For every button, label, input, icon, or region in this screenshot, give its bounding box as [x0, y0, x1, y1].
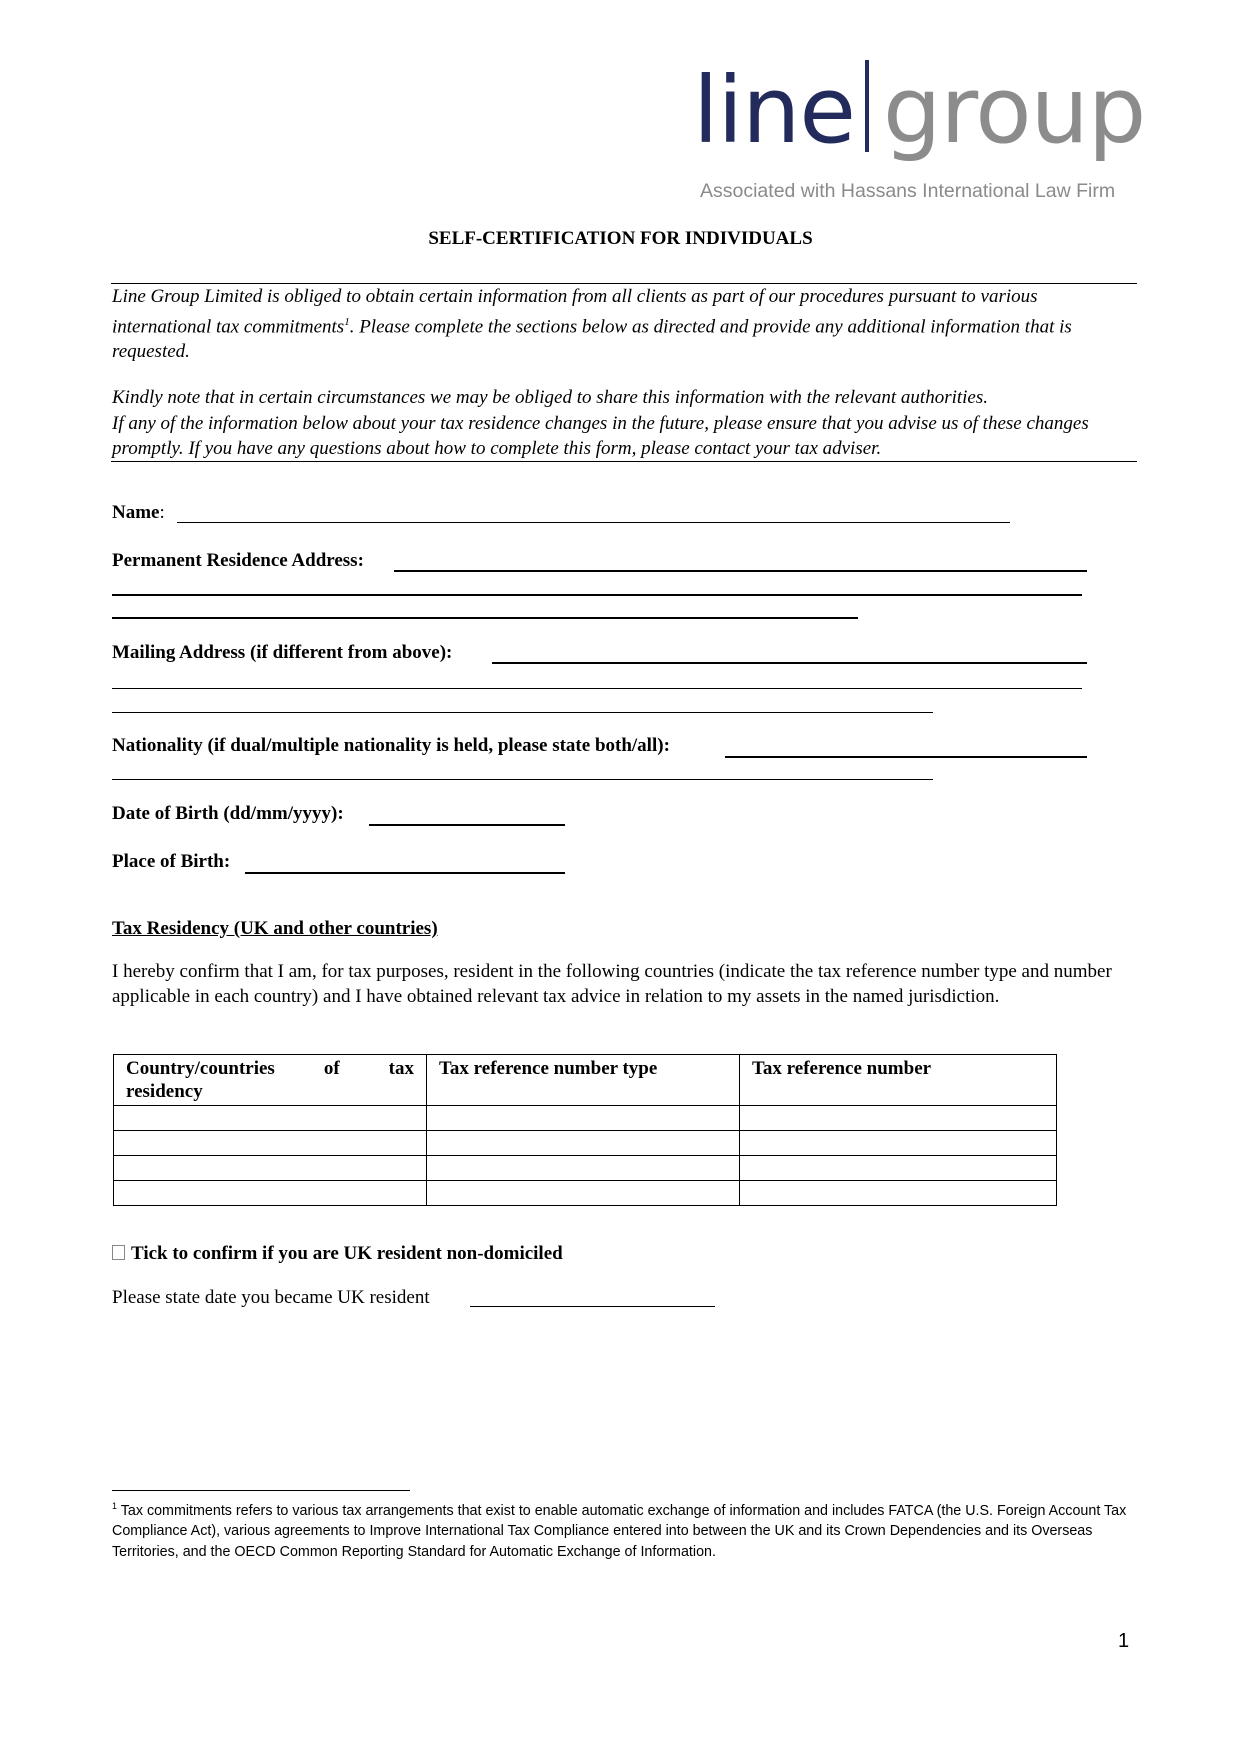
name-label — [112, 502, 165, 524]
cell-ref-number[interactable] — [740, 1106, 1057, 1131]
uk-resident-date-field[interactable] — [470, 1306, 715, 1307]
header-ref-type: Tax reference number type — [427, 1055, 740, 1106]
cell-country[interactable] — [114, 1106, 427, 1131]
mailing-address-label: Mailing Address (if different from above): — [112, 642, 453, 663]
intro-text-1b: . Please complete the sections below as directed and provide any additional information that is requested. — [112, 315, 1072, 363]
page-number: 1 — [1118, 1630, 1130, 1652]
tax-residency-table — [113, 1054, 1057, 1206]
logo-wordmark — [693, 57, 1146, 164]
intro-text-2b: If any of the information below about your tax residence changes in the future, please ensure that you advise us of these changes promptly. If you have any questions about how to complete this form, please contact your tax adviser. — [112, 412, 1089, 459]
cell-ref-type[interactable] — [427, 1181, 740, 1206]
logo-line-text: line — [693, 57, 856, 164]
name-field[interactable] — [177, 522, 1010, 523]
cell-ref-number[interactable] — [740, 1131, 1057, 1156]
name-label-text: Name — [112, 502, 160, 523]
cell-ref-type[interactable] — [427, 1131, 740, 1156]
footnote-separator — [112, 1490, 410, 1491]
pob-field[interactable] — [245, 872, 565, 874]
cell-ref-number[interactable] — [740, 1181, 1057, 1206]
uk-resident-date-label: Please state date you became UK resident — [112, 1287, 430, 1308]
header-country-line-2: residency — [126, 1081, 203, 1102]
cell-ref-number[interactable] — [740, 1156, 1057, 1181]
footnote-text: Tax commitments refers to various tax arrangements that exist to enable automatic exchange of information and includes FATCA (the U.S. Foreign Account Tax Compliance Act), various agreements to Improve International Tax Compliance entered into between the UK and its Crown Dependencies and its Overseas Territories, and the OECD Common Reporting Standard for Automatic Exchange of Information. — [112, 1502, 1127, 1560]
intro-paragraph-1 — [112, 284, 1137, 365]
pob-label: Place of Birth: — [112, 851, 231, 872]
header-country-word-3: tax — [388, 1058, 414, 1079]
footnote-reference[interactable]: 1 — [344, 315, 350, 328]
footnote-marker: 1 — [112, 1501, 118, 1511]
logo-tagline: Associated with Hassans International Law Firm — [700, 180, 1116, 202]
document-title: SELF-CERTIFICATION FOR INDIVIDUALS — [428, 228, 813, 249]
nationality-field-line-1[interactable] — [725, 756, 1087, 758]
footnote — [112, 1496, 1142, 1562]
logo-divider-bar — [865, 60, 869, 152]
header-country-word-2: of — [323, 1058, 340, 1079]
name-label-colon: : — [159, 502, 165, 523]
intro-text-2a: Kindly note that in certain circumstances we may be obliged to share this information with the relevant authorities. — [112, 387, 989, 408]
dob-field[interactable] — [369, 824, 565, 826]
header-country — [114, 1055, 427, 1106]
logo-group-text: group — [883, 57, 1146, 164]
header-ref-number: Tax reference number — [740, 1055, 1057, 1106]
cell-ref-type[interactable] — [427, 1106, 740, 1131]
company-logo — [693, 57, 1146, 210]
non-dom-checkbox[interactable] — [112, 1245, 125, 1260]
intro-text-1a: Line Group Limited is obliged to obtain certain information from all clients as part of our procedures pursuant to various international tax commitments — [112, 286, 1038, 337]
mailing-address-field-line-1[interactable] — [492, 662, 1087, 664]
table-row — [114, 1106, 1057, 1131]
permanent-address-field-line-1[interactable] — [394, 570, 1087, 572]
permanent-address-label: Permanent Residence Address: — [112, 550, 364, 571]
nationality-label: Nationality (if dual/multiple nationality is held, please state both/all): — [112, 735, 670, 756]
cell-country[interactable] — [114, 1156, 427, 1181]
permanent-address-field-line-2[interactable] — [112, 594, 1082, 596]
nationality-field-line-2[interactable] — [112, 779, 933, 780]
tax-residency-statement: I hereby confirm that I am, for tax purposes, resident in the following countries (indicate the tax reference number type and number applicable in each country) and I have obtained relevant tax advice in relation to my assets in the named jurisdiction. — [112, 961, 1112, 1007]
table-row — [114, 1131, 1057, 1156]
non-dom-confirm — [112, 1243, 563, 1265]
intro-paragraph-2 — [112, 385, 1137, 462]
table-row — [114, 1156, 1057, 1181]
tax-residency-heading: Tax Residency (UK and other countries) — [112, 918, 438, 939]
cell-country[interactable] — [114, 1181, 427, 1206]
intro-bottom-rule — [111, 461, 1137, 462]
mailing-address-field-line-2[interactable] — [112, 688, 1082, 689]
dob-label: Date of Birth (dd/mm/yyyy): — [112, 803, 344, 824]
header-country-word-1: Country/countries — [126, 1058, 275, 1079]
table-row — [114, 1181, 1057, 1206]
table-header-row — [114, 1055, 1057, 1106]
permanent-address-field-line-3[interactable] — [112, 617, 858, 619]
non-dom-checkbox-label: Tick to confirm if you are UK resident non-domiciled — [131, 1243, 563, 1264]
cell-country[interactable] — [114, 1131, 427, 1156]
cell-ref-type[interactable] — [427, 1156, 740, 1181]
mailing-address-field-line-3[interactable] — [112, 712, 933, 713]
